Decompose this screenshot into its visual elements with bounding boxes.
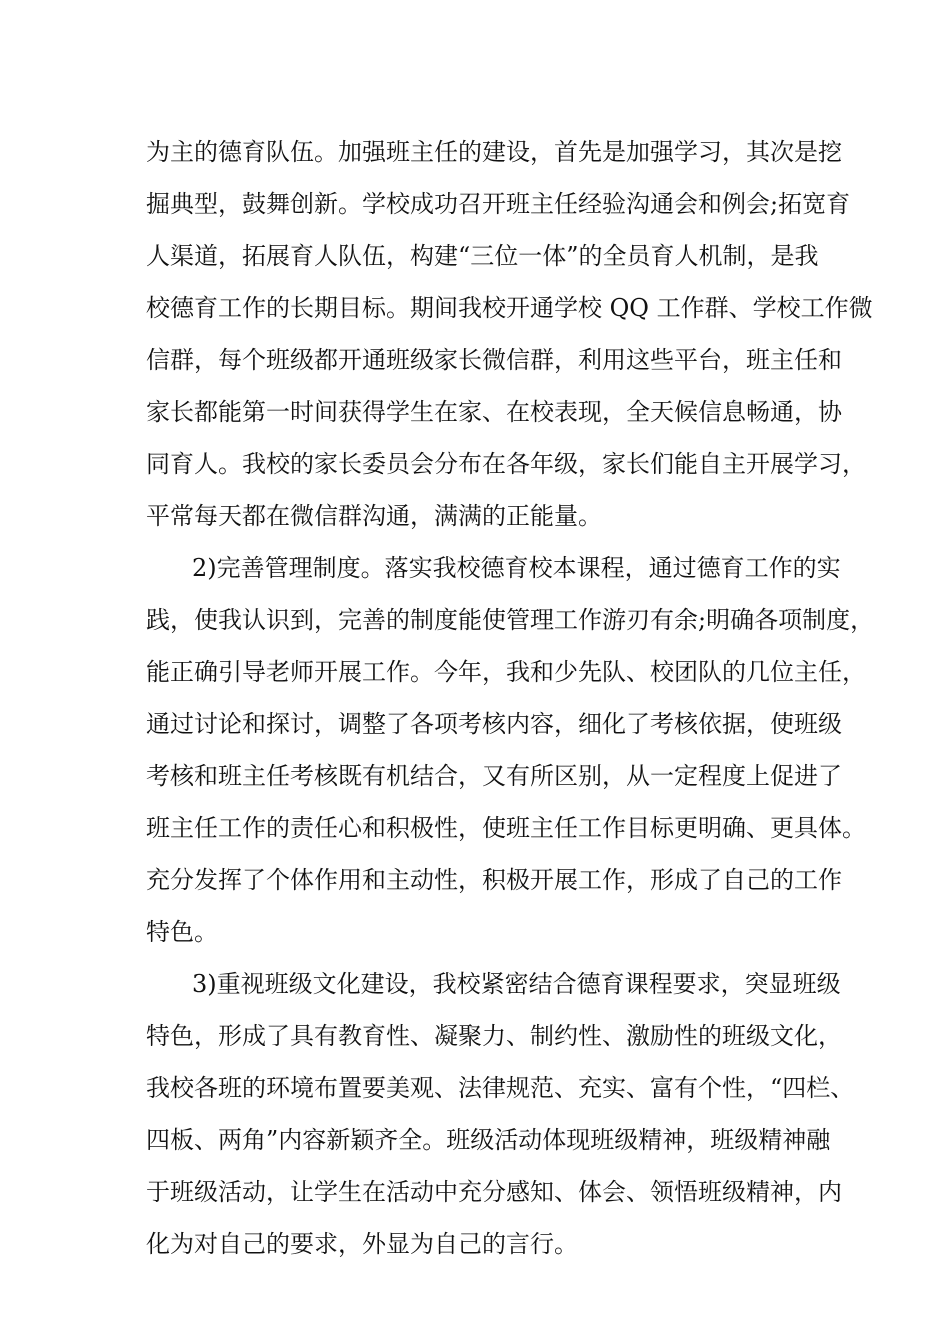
text-line: 四板、两角”内容新颖齐全。班级活动体现班级精神，班级精神融 [146, 1126, 831, 1154]
text-line: 为主的德育队伍。加强班主任的建设，首先是加强学习，其次是挖 [146, 138, 842, 166]
text-line: 充分发挥了个体作用和主动性，积极开展工作，形成了自己的工作 [146, 866, 842, 894]
text-line: 通过讨论和探讨，调整了各项考核内容，细化了考核依据，使班级 [146, 710, 842, 738]
text-line: 校德育工作的长期目标。期间我校开通学校 QQ 工作群、学校工作微 [146, 294, 873, 322]
text-line: 特色，形成了具有教育性、凝聚力、制约性、激励性的班级文化， [146, 1022, 842, 1050]
text-line: 掘典型，鼓舞创新。学校成功召开班主任经验沟通会和例会;拓宽育 [146, 190, 851, 218]
text-line: 践，使我认识到，完善的制度能使管理工作游刃有余;明确各项制度， [146, 606, 875, 634]
text-line: 家长都能第一时间获得学生在家、在校表现，全天候信息畅通，协 [146, 398, 842, 426]
text-line: 同育人。我校的家长委员会分布在各年级，家长们能自主开展学习， [146, 450, 866, 478]
text-line: 班主任工作的责任心和积极性，使班主任工作目标更明确、更具体。 [146, 814, 866, 842]
text-line: 2)完善管理制度。落实我校德育校本课程，通过德育工作的实 [192, 554, 841, 582]
text-line: 3)重视班级文化建设，我校紧密结合德育课程要求，突显班级 [192, 970, 841, 998]
text-line: 信群，每个班级都开通班级家长微信群，利用这些平台，班主任和 [146, 346, 842, 374]
text-line: 考核和班主任考核既有机结合，又有所区别，从一定程度上促进了 [146, 762, 842, 790]
text-line: 平常每天都在微信群沟通，满满的正能量。 [146, 502, 602, 530]
text-line: 化为对自己的要求，外显为自己的言行。 [146, 1230, 578, 1258]
text-line: 于班级活动，让学生在活动中充分感知、体会、领悟班级精神，内 [146, 1178, 842, 1206]
text-line: 特色。 [146, 918, 218, 946]
text-line: 能正确引导老师开展工作。今年，我和少先队、校团队的几位主任， [146, 658, 866, 686]
text-line: 我校各班的环境布置要美观、法律规范、充实、富有个性，“四栏、 [146, 1074, 855, 1102]
text-line: 人渠道，拓展育人队伍，构建“三位一体”的全员育人机制，是我 [146, 242, 819, 270]
